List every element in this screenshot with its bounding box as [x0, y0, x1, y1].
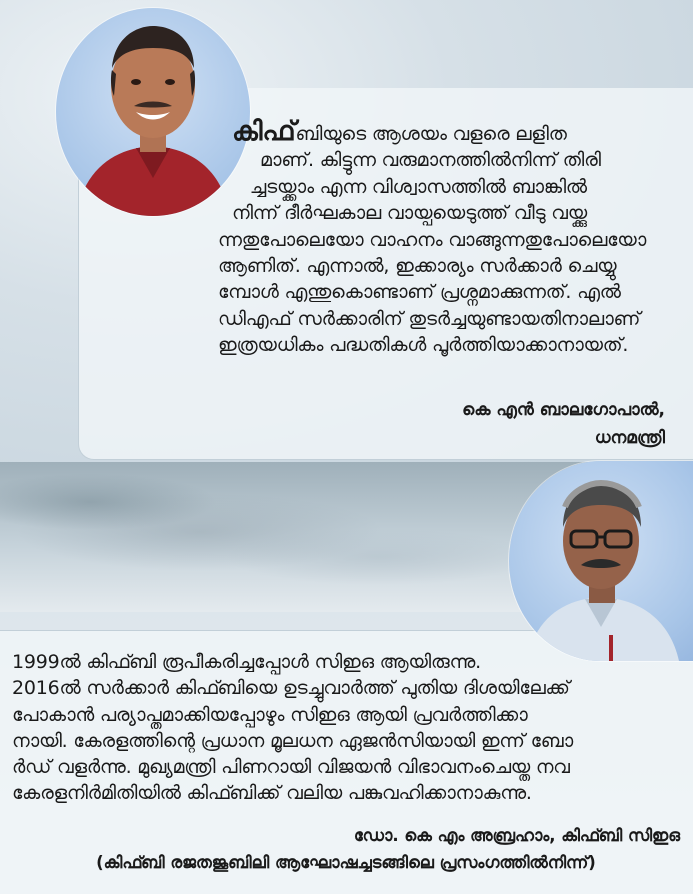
quote1-line: ഇത്രയധികം പദ്ധതികൾ പൂർത്തിയാക്കാനായത്.: [218, 334, 629, 357]
quote2-line: പോകാൻ പര്യാപ്തമാക്കിയപ്പോഴും സിഇഒ ആയി പ്രവർത്തിക്കാ: [12, 703, 528, 726]
portrait-balagopal: [56, 8, 250, 216]
quote1-signature-title: ധനമന്ത്രി: [594, 428, 665, 448]
quote2-line: കേരളനിർമിതിയിൽ കിഫ്ബിക്ക് വലിയ പങ്കുവഹിക്കാനാകുന്നു.: [12, 782, 532, 805]
quote2-line: 1999ൽ കിഫ്ബി രൂപീകരിച്ചപ്പോൾ സിഇഒ ആയിരുന്നു.: [12, 651, 481, 673]
quote1-line: ആണിത്. എന്നാൽ, ഇക്കാര്യം സർക്കാർ ചെയ്യു: [218, 255, 617, 278]
quote2-signature-note: (കിഫ്ബി രജതജൂബിലി ആഘോഷച്ചടങ്ങിലെ പ്രസംഗത്തിൽനിന്ന്): [96, 853, 596, 872]
quote1-signature-name: കെ എൻ ബാലഗോപാൽ,: [462, 400, 665, 420]
portrait-abraham: [509, 461, 693, 661]
quote2-line: 2016ൽ സർക്കാർ കിഫ്ബിയെ ഉടച്ചുവാർത്ത് പുതിയ ദിശയിലേക്ക്: [12, 677, 570, 700]
quote1-line: മാണ്. കിട്ടുന്ന വരുമാനത്തിൽനിന്ന് തിരി: [260, 149, 601, 172]
quote1-text: [218, 116, 680, 359]
quote2-signature: [0, 822, 680, 876]
quote1-first-word: കിഫ്: [232, 116, 296, 147]
quote1-line: ഡിഎഫ് സർക്കാരിന് തുടർച്ചയുണ്ടായതിനാലാണ്: [218, 307, 641, 330]
quote1-line: ച്ചടയ്ക്കാം എന്ന വിശ്വാസത്തിൽ ബാങ്കിൽ: [250, 175, 587, 198]
quote1-signature: [462, 396, 665, 452]
quote1-line: മ്പോൾ എന്തുകൊണ്ടാണ് പ്രശ്നമാക്കുന്നത്. എൽ: [218, 281, 621, 304]
portrait-balagopal-illustration: [56, 8, 250, 216]
quote1-line: നിന്ന് ദീർഘകാല വായ്പയെടുത്ത് വീടു വയ്ക്കു: [232, 202, 587, 225]
quote1-line: ന്നതുപോലെയോ വാഹനം വാങ്ങുന്നതുപോലെയോ: [218, 228, 647, 251]
quote2-line: ർഡ് വളർന്നു. മുഖ്യമന്ത്രി പിണറായി വിജയൻ വിഭാവനംചെയ്ത നവ: [12, 756, 570, 779]
quote2-line: നായി. കേരളത്തിന്റെ പ്രധാന മൂലധന ഏജൻസിയായി ഇന്ന് ബോ: [12, 729, 574, 752]
quote2-signature-name: ഡോ. കെ എം അബ്രഹാം, കിഫ്ബി സിഇഒ: [353, 826, 680, 845]
portrait-abraham-illustration: [509, 461, 693, 661]
quote2-text: [12, 649, 682, 807]
quote1-line: ബിയുടെ ആശയം വളരെ ലളിത: [295, 123, 567, 145]
